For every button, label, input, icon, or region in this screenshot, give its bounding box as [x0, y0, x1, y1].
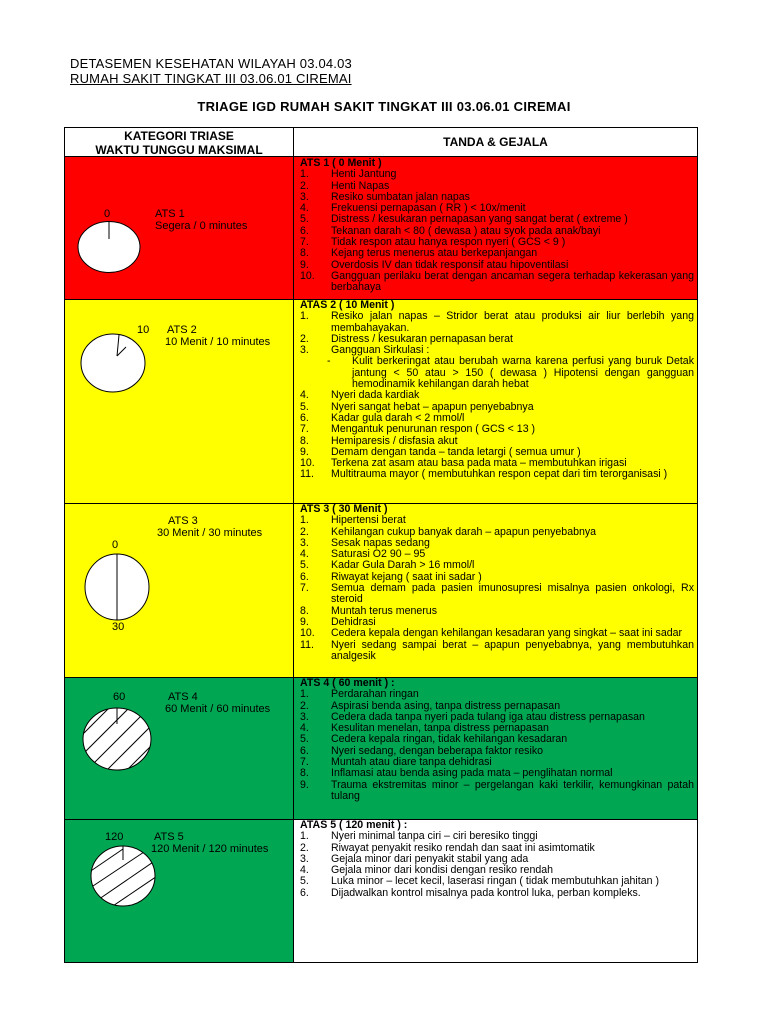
symptom-text: Kulit berkeringat atau berubah warna karena perfusi yang buruk Detak jantung < 50 atau > 150 ( dewasa ) Hipotensi dengan gangguan hemodinamik kehilangan darah hebat [352, 355, 694, 391]
symptom-text: Nyeri sangat hebat – apapun penyebabnya [331, 400, 534, 413]
symptom-text: Gangguan perilaku berat dengan ancaman segera terhadap kekerasan yang berbahaya [331, 269, 694, 294]
symptom-number: 5. [300, 213, 309, 226]
symptom-number: 2. [300, 525, 309, 538]
symptom-text: Cedera kepala ringan, tidak kehilangan kesadaran [331, 733, 568, 746]
ats2-category-cell [65, 300, 294, 504]
column-header-line-1: KATEGORI TRIASE [124, 129, 234, 143]
page-title: TRIAGE IGD RUMAH SAKIT TINGKAT III 03.06.01 CIREMAI [197, 99, 571, 114]
symptom-number: 9. [300, 778, 309, 791]
symptom-text: Tekanan darah < 80 ( dewasa ) atau syok pada anak/bayi [331, 224, 601, 237]
ats2-time: 10 Menit / 10 minutes [165, 336, 271, 348]
symptom-number: - [327, 355, 331, 368]
symptom-number: 10. [300, 627, 315, 640]
symptom-number: 4. [300, 389, 309, 402]
triage-table [64, 127, 698, 963]
symptom-number: 4. [300, 202, 309, 215]
symptom-text: Resiko sumbatan jalan napas [331, 190, 470, 203]
symptom-text: Dijadwalkan kontrol misalnya pada kontrol luka, perban kompleks. [331, 886, 641, 899]
symptom-text: Sesak napas sedang [331, 536, 430, 549]
symptom-text: Nyeri sedang sampai berat – apapun penyebabnya, yang membutuhkan analgesik [331, 638, 694, 662]
symptom-text: Multitrauma mayor ( membutuhkan respon cepat dari tim terorganisasi ) [331, 468, 668, 481]
symptom-number: 6. [300, 570, 309, 583]
symptom-text: Hipertensi berat [331, 514, 406, 527]
symptom-text: Nyeri dada kardiak [331, 389, 420, 402]
column-header-category [65, 128, 294, 157]
symptom-text: Kejang terus menerus atau berkepanjangan [331, 247, 538, 260]
symptom-text: Nyeri sedang, dengan beberapa faktor resiko [331, 744, 544, 757]
symptom-text: Distress / kesukaran pernapasan yang sangat berat ( extreme ) [331, 213, 628, 226]
symptom-text: Muntah terus menerus [331, 604, 437, 617]
ats3-signs-cell [294, 504, 697, 678]
symptom-number: 11. [300, 468, 314, 481]
symptom-number: 2. [300, 179, 309, 192]
symptom-number: 1. [300, 514, 309, 527]
ats4-signs-cell [294, 678, 697, 820]
symptom-number: 8. [300, 767, 309, 780]
ats3-clock-label-bottom: 30 [112, 621, 125, 633]
symptom-number: 1. [300, 688, 309, 701]
ats5-clock-label: 120 [105, 831, 124, 843]
symptom-text: Resiko jalan napas – Stridor berat atau produksi air liur berlebih yang membahayakan. [331, 310, 694, 334]
symptom-text: Kehilangan cukup banyak darah – apapun penyebabnya [331, 525, 597, 538]
ats1-signs-cell [294, 157, 697, 300]
symptom-text: Inflamasi atau benda asing pada mata – penglihatan normal [331, 767, 613, 780]
symptom-text: Perdarahan ringan [331, 688, 419, 701]
ats3-clock-label-top: 0 [112, 539, 119, 551]
symptom-text: Kadar gula darah < 2 mmol/l [331, 411, 465, 424]
symptom-item [300, 888, 694, 899]
ats4-name: ATS 4 [168, 691, 198, 703]
ats3-signs-title: ATS 3 ( 30 Menit ) [300, 504, 388, 515]
symptom-number: 3. [300, 190, 309, 203]
symptom-number: 1. [300, 310, 309, 323]
ats5-signs-cell [294, 820, 697, 962]
symptom-text: Riwayat penyakit resiko rendah dan saat ini asimtomatik [331, 841, 595, 854]
symptom-text: Gejala minor dari kondisi dengan resiko rendah [331, 864, 554, 877]
ats5-signs-title: ATAS 5 ( 120 menit ) : [300, 820, 408, 831]
symptom-item [300, 469, 694, 480]
symptom-text: Cedera dada tanpa nyeri pada tulang iga atau distress pernapasan [331, 710, 645, 723]
symptom-text: Kadar Gula Darah > 16 mmol/l [331, 559, 475, 572]
symptom-text: Tidak respon atau hanya respon nyeri ( GCS < 9 ) [331, 236, 566, 249]
ats4-category-cell [65, 678, 294, 820]
symptom-number: 3. [300, 852, 309, 865]
symptom-number: 7. [300, 756, 309, 769]
ats1-category-cell [65, 157, 294, 300]
symptom-text: Distress / kesukaran pernapasan berat [331, 332, 513, 345]
symptom-text: Henti Napas [331, 179, 390, 192]
symptom-item [300, 640, 694, 663]
symptom-text: Terkena zat asam atau basa pada mata – membutuhkan irigasi [331, 457, 627, 470]
column-header-line-2: WAKTU TUNGGU MAKSIMAL [95, 143, 263, 157]
symptom-number: 9. [300, 445, 309, 458]
symptom-text: Muntah atau diare tanpa dehidrasi [331, 756, 492, 769]
symptom-number: 10. [300, 457, 315, 470]
symptom-number: 4. [300, 548, 309, 561]
symptom-number: 2. [300, 841, 309, 854]
ats1-signs-title: ATS 1 ( 0 Menit ) [300, 157, 382, 169]
symptom-number: 9. [300, 615, 309, 628]
symptom-number: 4. [300, 722, 309, 735]
ats2-name: ATS 2 [167, 324, 197, 336]
symptom-text: Mengantuk penurunan respon ( GCS < 13 ) [331, 423, 536, 436]
symptom-number: 7. [300, 236, 309, 249]
ats1-clock-label: 0 [104, 208, 111, 220]
symptom-number: 8. [300, 434, 309, 447]
symptom-number: 2. [300, 699, 309, 712]
ats4-clock-icon [81, 706, 153, 772]
symptom-text: Overdosis IV dan tidak responsif atau hipoventilasi [331, 258, 569, 271]
ats4-clock-label: 60 [113, 691, 126, 703]
ats1-clock-icon [76, 219, 142, 275]
ats4-time: 60 Menit / 60 minutes [165, 703, 271, 715]
symptom-number: 5. [300, 875, 309, 888]
symptom-text: Luka minor – lecet kecil, laserasi ringan ( tidak membutuhkan jahitan ) [331, 875, 659, 888]
symptom-item [300, 583, 694, 606]
symptom-number: 6. [300, 744, 309, 757]
symptom-number: 6. [300, 411, 309, 424]
ats1-time: Segera / 0 minutes [155, 220, 248, 232]
symptom-text: Kesulitan menelan, tanpa distress pernapasan [331, 722, 549, 735]
symptom-text: Cedera kepala dengan kehilangan kesadaran yang singkat – saat ini sadar [331, 627, 683, 640]
ats3-name: ATS 3 [168, 515, 198, 527]
ats5-clock-icon [89, 844, 157, 908]
symptom-number: 1. [300, 168, 309, 181]
symptom-number: 8. [300, 604, 309, 617]
ats2-signs-title: ATAS 2 ( 10 Menit ) [300, 300, 395, 311]
symptom-number: 6. [300, 886, 309, 899]
symptom-text: Frekuensi pernapasan ( RR ) < 10x/menit [331, 202, 526, 215]
ats4-signs-title: ATS 4 ( 60 menit ) : [300, 678, 395, 689]
header-line-1: DETASEMEN KESEHATAN WILAYAH 03.04.03 [70, 56, 352, 71]
symptom-number: 5. [300, 733, 309, 746]
ats3-time: 30 Menit / 30 minutes [157, 527, 263, 539]
ats2-clock-label: 10 [137, 324, 150, 336]
symptom-number: 4. [300, 864, 309, 877]
symptom-number: 10. [300, 269, 315, 282]
column-header-signs: TANDA & GEJALA [294, 128, 697, 157]
symptom-number: 3. [300, 536, 309, 549]
ats2-signs-cell [294, 300, 697, 504]
ats1-name: ATS 1 [155, 208, 185, 220]
symptom-number: 9. [300, 258, 309, 271]
symptom-text: Saturasi O2 90 – 95 [331, 548, 426, 561]
symptom-number: 6. [300, 224, 309, 237]
ats3-category-cell [65, 504, 294, 678]
symptom-number: 5. [300, 400, 309, 413]
symptom-item [300, 271, 694, 294]
symptom-number: 11. [300, 638, 314, 651]
symptom-text: Riwayat kejang ( saat ini sadar ) [331, 570, 482, 583]
symptom-number: 7. [300, 423, 309, 436]
symptom-number: 5. [300, 559, 309, 572]
symptom-item [300, 311, 694, 334]
symptom-text: Aspirasi benda asing, tanpa distress pernapasan [331, 699, 561, 712]
ats5-time: 120 Menit / 120 minutes [151, 843, 269, 855]
ats3-clock-icon [83, 552, 151, 622]
symptom-text: Nyeri minimal tanpa ciri – ciri beresiko tinggi [331, 830, 538, 843]
symptom-item [300, 356, 694, 390]
symptom-number: 1. [300, 830, 309, 843]
symptom-text: Semua demam pada pasien imunosupresi misalnya pasien onkologi, Rx steroid [331, 582, 694, 606]
symptom-number: 3. [300, 344, 309, 357]
symptom-number: 8. [300, 247, 309, 260]
symptom-number: 3. [300, 710, 309, 723]
ats5-category-cell [65, 820, 294, 962]
symptom-text: Dehidrasi [331, 615, 376, 628]
symptom-number: 7. [300, 582, 309, 595]
symptom-text: Hemiparesis / disfasia akut [331, 434, 458, 447]
ats2-clock-icon [79, 331, 147, 395]
symptom-text: Gangguan Sirkulasi : [331, 344, 430, 357]
symptom-text: Trauma ekstremitas minor – pergelangan kaki terkilir, kemungkinan patah tulang [331, 778, 694, 802]
header-line-2: RUMAH SAKIT TINGKAT III 03.06.01 CIREMAI [70, 71, 352, 86]
ats5-name: ATS 5 [154, 831, 184, 843]
symptom-text: Gejala minor dari penyakit stabil yang ada [331, 852, 529, 865]
symptom-text: Henti Jantung [331, 168, 397, 181]
symptom-number: 2. [300, 332, 309, 345]
symptom-text: Demam dengan tanda – tanda letargi ( semua umur ) [331, 445, 581, 458]
symptom-item [300, 780, 694, 803]
